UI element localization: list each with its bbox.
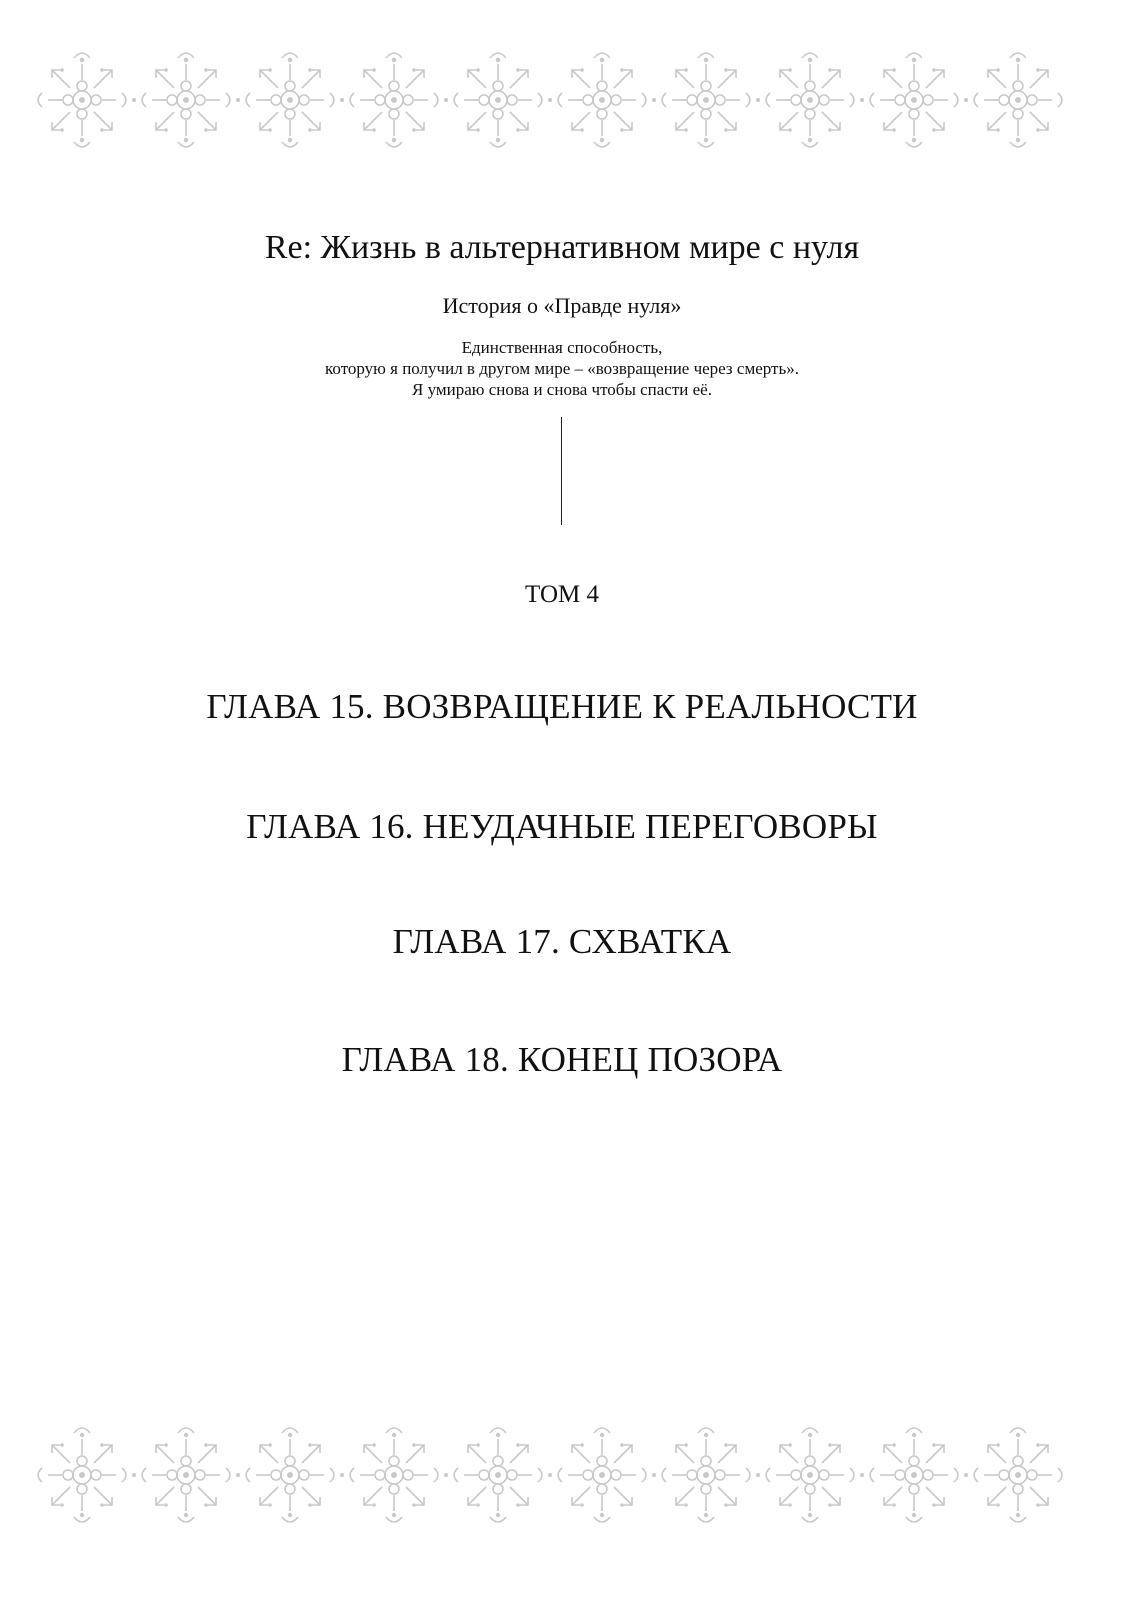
ornament-motif [246,53,334,147]
chapter-15-title: ГЛАВА 15. ВОЗВРАЩЕНИЕ К РЕАЛЬНОСТИ [206,687,918,726]
ornament-motif [246,1428,334,1522]
ornament-connector-dot [652,98,656,102]
vertical-divider-line [561,417,562,525]
tagline-line-3: Я умираю снова и снова чтобы спасти её. [412,380,712,399]
ornament-connector-dot [236,1473,240,1477]
ornament-motif [38,1428,126,1522]
ornament-motif [974,1428,1062,1522]
bottom-ornament-border [30,1420,1094,1530]
book-subtitle: История о «Правде нуля» [442,293,682,318]
tagline-line-2: которую я получил в другом мире – «возвращение через смерть». [325,359,799,378]
ornament-motif [558,53,646,147]
ornament-motif [662,1428,750,1522]
chapter-16-title: ГЛАВА 16. НЕУДАЧНЫЕ ПЕРЕГОВОРЫ [246,807,878,846]
ornament-connector-dot [444,1473,448,1477]
ornament-connector-dot [340,1473,344,1477]
ornament-motif [38,53,126,147]
ornament-motif [974,53,1062,147]
ornament-connector-dot [548,98,552,102]
ornament-connector-dot [132,98,136,102]
volume-label: ТОМ 4 [525,581,599,608]
ornament-motif [350,53,438,147]
ornament-connector-dot [756,1473,760,1477]
ornament-motif [766,1428,854,1522]
ornament-connector-dot [756,98,760,102]
top-ornament-border [30,45,1094,155]
ornament-connector-dot [236,98,240,102]
ornament-motif [870,1428,958,1522]
ornament-motif [142,53,230,147]
ornament-connector-dot [652,1473,656,1477]
chapter-17-title: ГЛАВА 17. СХВАТКА [392,922,732,961]
ornament-connector-dot [132,1473,136,1477]
ornament-connector-dot [444,98,448,102]
book-tagline [0,337,1124,400]
ornament-motif [662,53,750,147]
ornament-connector-dot [964,98,968,102]
bottom-ornament-svg [30,1420,1094,1530]
ornament-motif [454,1428,542,1522]
tagline-line-1: Единственная способность, [461,338,663,357]
ornament-connector-dot [340,98,344,102]
ornament-motif [558,1428,646,1522]
ornament-motif [142,1428,230,1522]
chapter-18-title: ГЛАВА 18. КОНЕЦ ПОЗОРА [341,1040,783,1079]
ornament-connector-dot [860,1473,864,1477]
ornament-motif [454,53,542,147]
book-title: Re: Жизнь в альтернативном мире с нуля [264,229,860,266]
top-ornament-svg [30,45,1094,155]
ornament-connector-dot [860,98,864,102]
ornament-motif [766,53,854,147]
ornament-connector-dot [964,1473,968,1477]
ornament-connector-dot [548,1473,552,1477]
ornament-motif [870,53,958,147]
ornament-motif [350,1428,438,1522]
